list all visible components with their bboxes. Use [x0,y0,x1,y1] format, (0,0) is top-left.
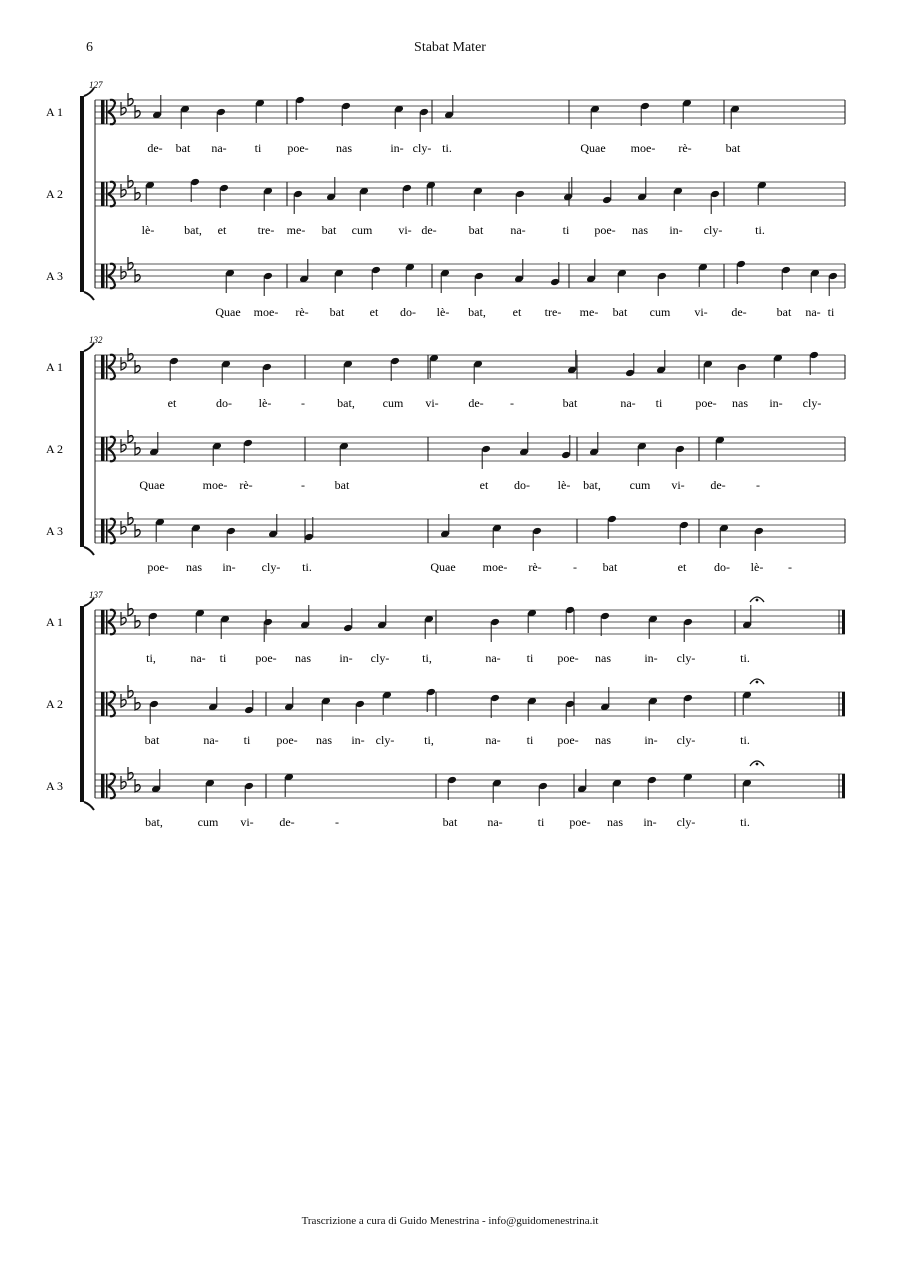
measure-number: 137 [89,590,103,600]
measure-number: 132 [89,335,103,345]
flat-icon [135,697,140,710]
flat-icon [121,439,126,452]
lyric-syllable: poe- [594,223,616,237]
lyric-syllable: in- [351,733,365,747]
lyric-syllable: - [756,478,760,492]
system-bracket [80,96,84,292]
lyric-syllable: cly- [375,733,395,747]
lyric-syllable: moe- [630,141,656,155]
flat-icon [135,360,140,373]
flat-icon [135,615,140,628]
lyric-syllable: nas [336,141,352,155]
staff-a3 [46,512,845,574]
lyric-syllable: nas [186,560,202,574]
bracket-bottom-hook [84,292,94,300]
system-bracket [80,351,84,547]
lyric-syllable: ti [219,651,227,665]
final-barline-thick [842,774,845,798]
lyric-syllable: de- [279,815,295,829]
lyric-syllable: - [335,815,339,829]
lyric-syllable: cly- [370,651,390,665]
lyric-syllable: in- [769,396,783,410]
flat-icon [121,266,126,279]
lyric-syllable: et [369,305,379,319]
lyric-syllable: cly- [261,560,281,574]
lyric-syllable: na- [620,396,636,410]
lyric-syllable: na- [190,651,206,665]
system-bracket [80,606,84,802]
lyric-syllable: in- [390,141,404,155]
lyric-syllable: me- [286,223,306,237]
lyric-syllable: lè- [557,478,571,492]
lyric-syllable: ti [526,651,534,665]
flat-icon [121,612,126,625]
flat-icon [135,105,140,118]
bracket-bottom-hook [84,802,94,810]
lyric-syllable: et [479,478,489,492]
lyric-syllable: moe- [253,305,279,319]
lyric-syllable: de- [421,223,437,237]
lyric-syllable: Quae [580,141,606,155]
part-label: A 3 [46,524,64,538]
lyric-syllable: cum [649,305,671,319]
lyric-syllable: bat [334,478,350,492]
lyric-syllable: bat, [468,305,486,319]
lyric-syllable: et [512,305,522,319]
staff-a2 [46,679,845,747]
bracket-bottom-hook [84,547,94,555]
flat-icon [135,269,140,282]
flat-icon [121,521,126,534]
lyric-syllable: Quae [430,560,456,574]
lyric-syllable: bat [776,305,792,319]
lyric-syllable: bat [612,305,628,319]
lyric-syllable: - [301,478,305,492]
flat-icon [135,442,140,455]
lyric-syllable: ti [526,733,534,747]
lyric-syllable: do- [400,305,416,319]
lyric-syllable: vi- [671,478,685,492]
lyric-syllable: me- [579,305,599,319]
lyric-syllable: bat [725,141,741,155]
lyric-syllable: cly- [703,223,723,237]
lyric-syllable: ti. [442,141,452,155]
lyric-syllable: nas [316,733,332,747]
lyric-syllable: Quae [139,478,165,492]
lyric-syllable: nas [732,396,748,410]
flat-icon [121,357,126,370]
lyric-syllable: poe- [557,651,579,665]
lyric-syllable: cly- [676,651,696,665]
lyric-syllable: ti [537,815,545,829]
lyric-syllable: bat [321,223,337,237]
part-label: A 2 [46,187,64,201]
flat-icon [121,184,126,197]
fermata-dot [756,681,759,684]
lyric-syllable: bat, [184,223,202,237]
lyric-syllable: ti. [755,223,765,237]
lyric-syllable: cly- [802,396,822,410]
lyric-syllable: et [217,223,227,237]
lyric-syllable: ti, [424,733,434,747]
lyric-syllable: poe- [569,815,591,829]
lyric-syllable: rè- [239,478,253,492]
lyric-syllable: cly- [412,141,432,155]
lyric-syllable: nas [595,651,611,665]
lyric-syllable: vi- [425,396,439,410]
lyric-syllable: de- [710,478,726,492]
lyric-syllable: cum [382,396,404,410]
lyric-syllable: de- [468,396,484,410]
measure-number: 127 [89,80,103,90]
lyric-syllable: na- [485,733,501,747]
lyric-syllable: - [788,560,792,574]
lyric-syllable: cly- [676,815,696,829]
lyric-syllable: bat [329,305,345,319]
lyric-syllable: vi- [240,815,254,829]
lyric-syllable: in- [644,651,658,665]
lyric-syllable: ti. [740,651,750,665]
lyric-syllable: do- [714,560,730,574]
flat-icon [128,348,133,361]
part-label: A 3 [46,269,64,283]
lyric-syllable: bat [144,733,160,747]
lyric-syllable: poe- [695,396,717,410]
lyric-syllable: poe- [276,733,298,747]
lyric-syllable: rè- [678,141,692,155]
staff-a1 [46,93,845,155]
lyric-syllable: do- [216,396,232,410]
flat-icon [121,776,126,789]
lyric-syllable: do- [514,478,530,492]
flat-icon [128,175,133,188]
lyric-syllable: de- [147,141,163,155]
part-label: A 3 [46,779,64,793]
part-label: A 2 [46,442,64,456]
lyric-syllable: ti [243,733,251,747]
flat-icon [128,603,133,616]
staff-a1 [46,348,845,410]
lyric-syllable: ti. [740,815,750,829]
lyric-syllable: lè- [258,396,272,410]
lyric-syllable: nas [632,223,648,237]
lyric-syllable: bat, [583,478,601,492]
lyric-syllable: na- [203,733,219,747]
lyric-syllable: et [167,396,177,410]
lyric-syllable: rè- [295,305,309,319]
lyric-syllable: in- [643,815,657,829]
flat-icon [121,694,126,707]
lyric-syllable: in- [644,733,658,747]
lyric-syllable: Quae [215,305,241,319]
flat-icon [128,93,133,106]
system-2 [46,335,845,574]
lyric-syllable: in- [222,560,236,574]
page-title: Stabat Mater [414,40,486,55]
flat-icon [135,779,140,792]
lyric-syllable: bat [442,815,458,829]
lyric-syllable: rè- [528,560,542,574]
lyric-syllable: na- [510,223,526,237]
lyric-syllable: - [301,396,305,410]
flat-icon [121,102,126,115]
lyric-syllable: in- [669,223,683,237]
system-1 [46,80,845,319]
lyric-syllable: poe- [287,141,309,155]
lyric-syllable: lè- [141,223,155,237]
staff-a2 [46,175,845,237]
lyric-syllable: bat [602,560,618,574]
lyric-syllable: na- [211,141,227,155]
staff-a1 [46,597,845,665]
lyric-syllable: bat [175,141,191,155]
lyric-syllable: cly- [676,733,696,747]
lyric-syllable: bat, [145,815,163,829]
part-label: A 1 [46,360,64,374]
lyric-syllable: bat [468,223,484,237]
final-barline-thick [842,692,845,716]
flat-icon [128,257,133,270]
lyric-syllable: poe- [147,560,169,574]
staff-a2 [46,430,845,492]
lyric-syllable: bat, [337,396,355,410]
lyric-syllable: nas [595,733,611,747]
lyric-syllable: - [573,560,577,574]
flat-icon [135,187,140,200]
lyric-syllable: ti. [740,733,750,747]
lyric-syllable: ti [254,141,262,155]
part-label: A 1 [46,105,64,119]
lyric-syllable: nas [607,815,623,829]
lyric-syllable: moe- [482,560,508,574]
lyric-syllable: poe- [255,651,277,665]
fermata-dot [756,599,759,602]
flat-icon [135,524,140,537]
lyric-syllable: - [510,396,514,410]
lyric-syllable: cum [629,478,651,492]
lyric-syllable: ti. [302,560,312,574]
page-number: 6 [86,40,93,55]
lyric-syllable: tre- [257,223,275,237]
flat-icon [128,685,133,698]
flat-icon [128,430,133,443]
lyric-syllable: nas [295,651,311,665]
flat-icon [128,512,133,525]
lyric-syllable: de- [731,305,747,319]
lyric-syllable: tre- [544,305,562,319]
part-label: A 1 [46,615,64,629]
lyric-syllable: ti [655,396,663,410]
lyric-syllable: ti, [422,651,432,665]
lyric-syllable: ti [827,305,835,319]
lyric-syllable: ti [562,223,570,237]
system-3 [46,590,845,829]
lyric-syllable: na- [805,305,821,319]
lyric-syllable: moe- [202,478,228,492]
lyric-syllable: lè- [750,560,764,574]
fermata-dot [756,763,759,766]
staff-a3 [46,761,845,829]
lyric-syllable: vi- [694,305,708,319]
lyric-syllable: poe- [557,733,579,747]
lyric-syllable: na- [485,651,501,665]
lyric-syllable: cum [351,223,373,237]
staff-a3 [46,257,845,319]
lyric-syllable: na- [487,815,503,829]
lyric-syllable: lè- [436,305,450,319]
lyric-syllable: cum [197,815,219,829]
lyric-syllable: bat [562,396,578,410]
part-label: A 2 [46,697,64,711]
lyric-syllable: in- [339,651,353,665]
lyric-syllable: vi- [398,223,412,237]
lyric-syllable: et [677,560,687,574]
flat-icon [128,767,133,780]
lyric-syllable: ti, [146,651,156,665]
final-barline-thick [842,610,845,634]
footer-credit: Trascrizione a cura di Guido Menestrina - info@guidomenestrina.it [301,1215,599,1227]
